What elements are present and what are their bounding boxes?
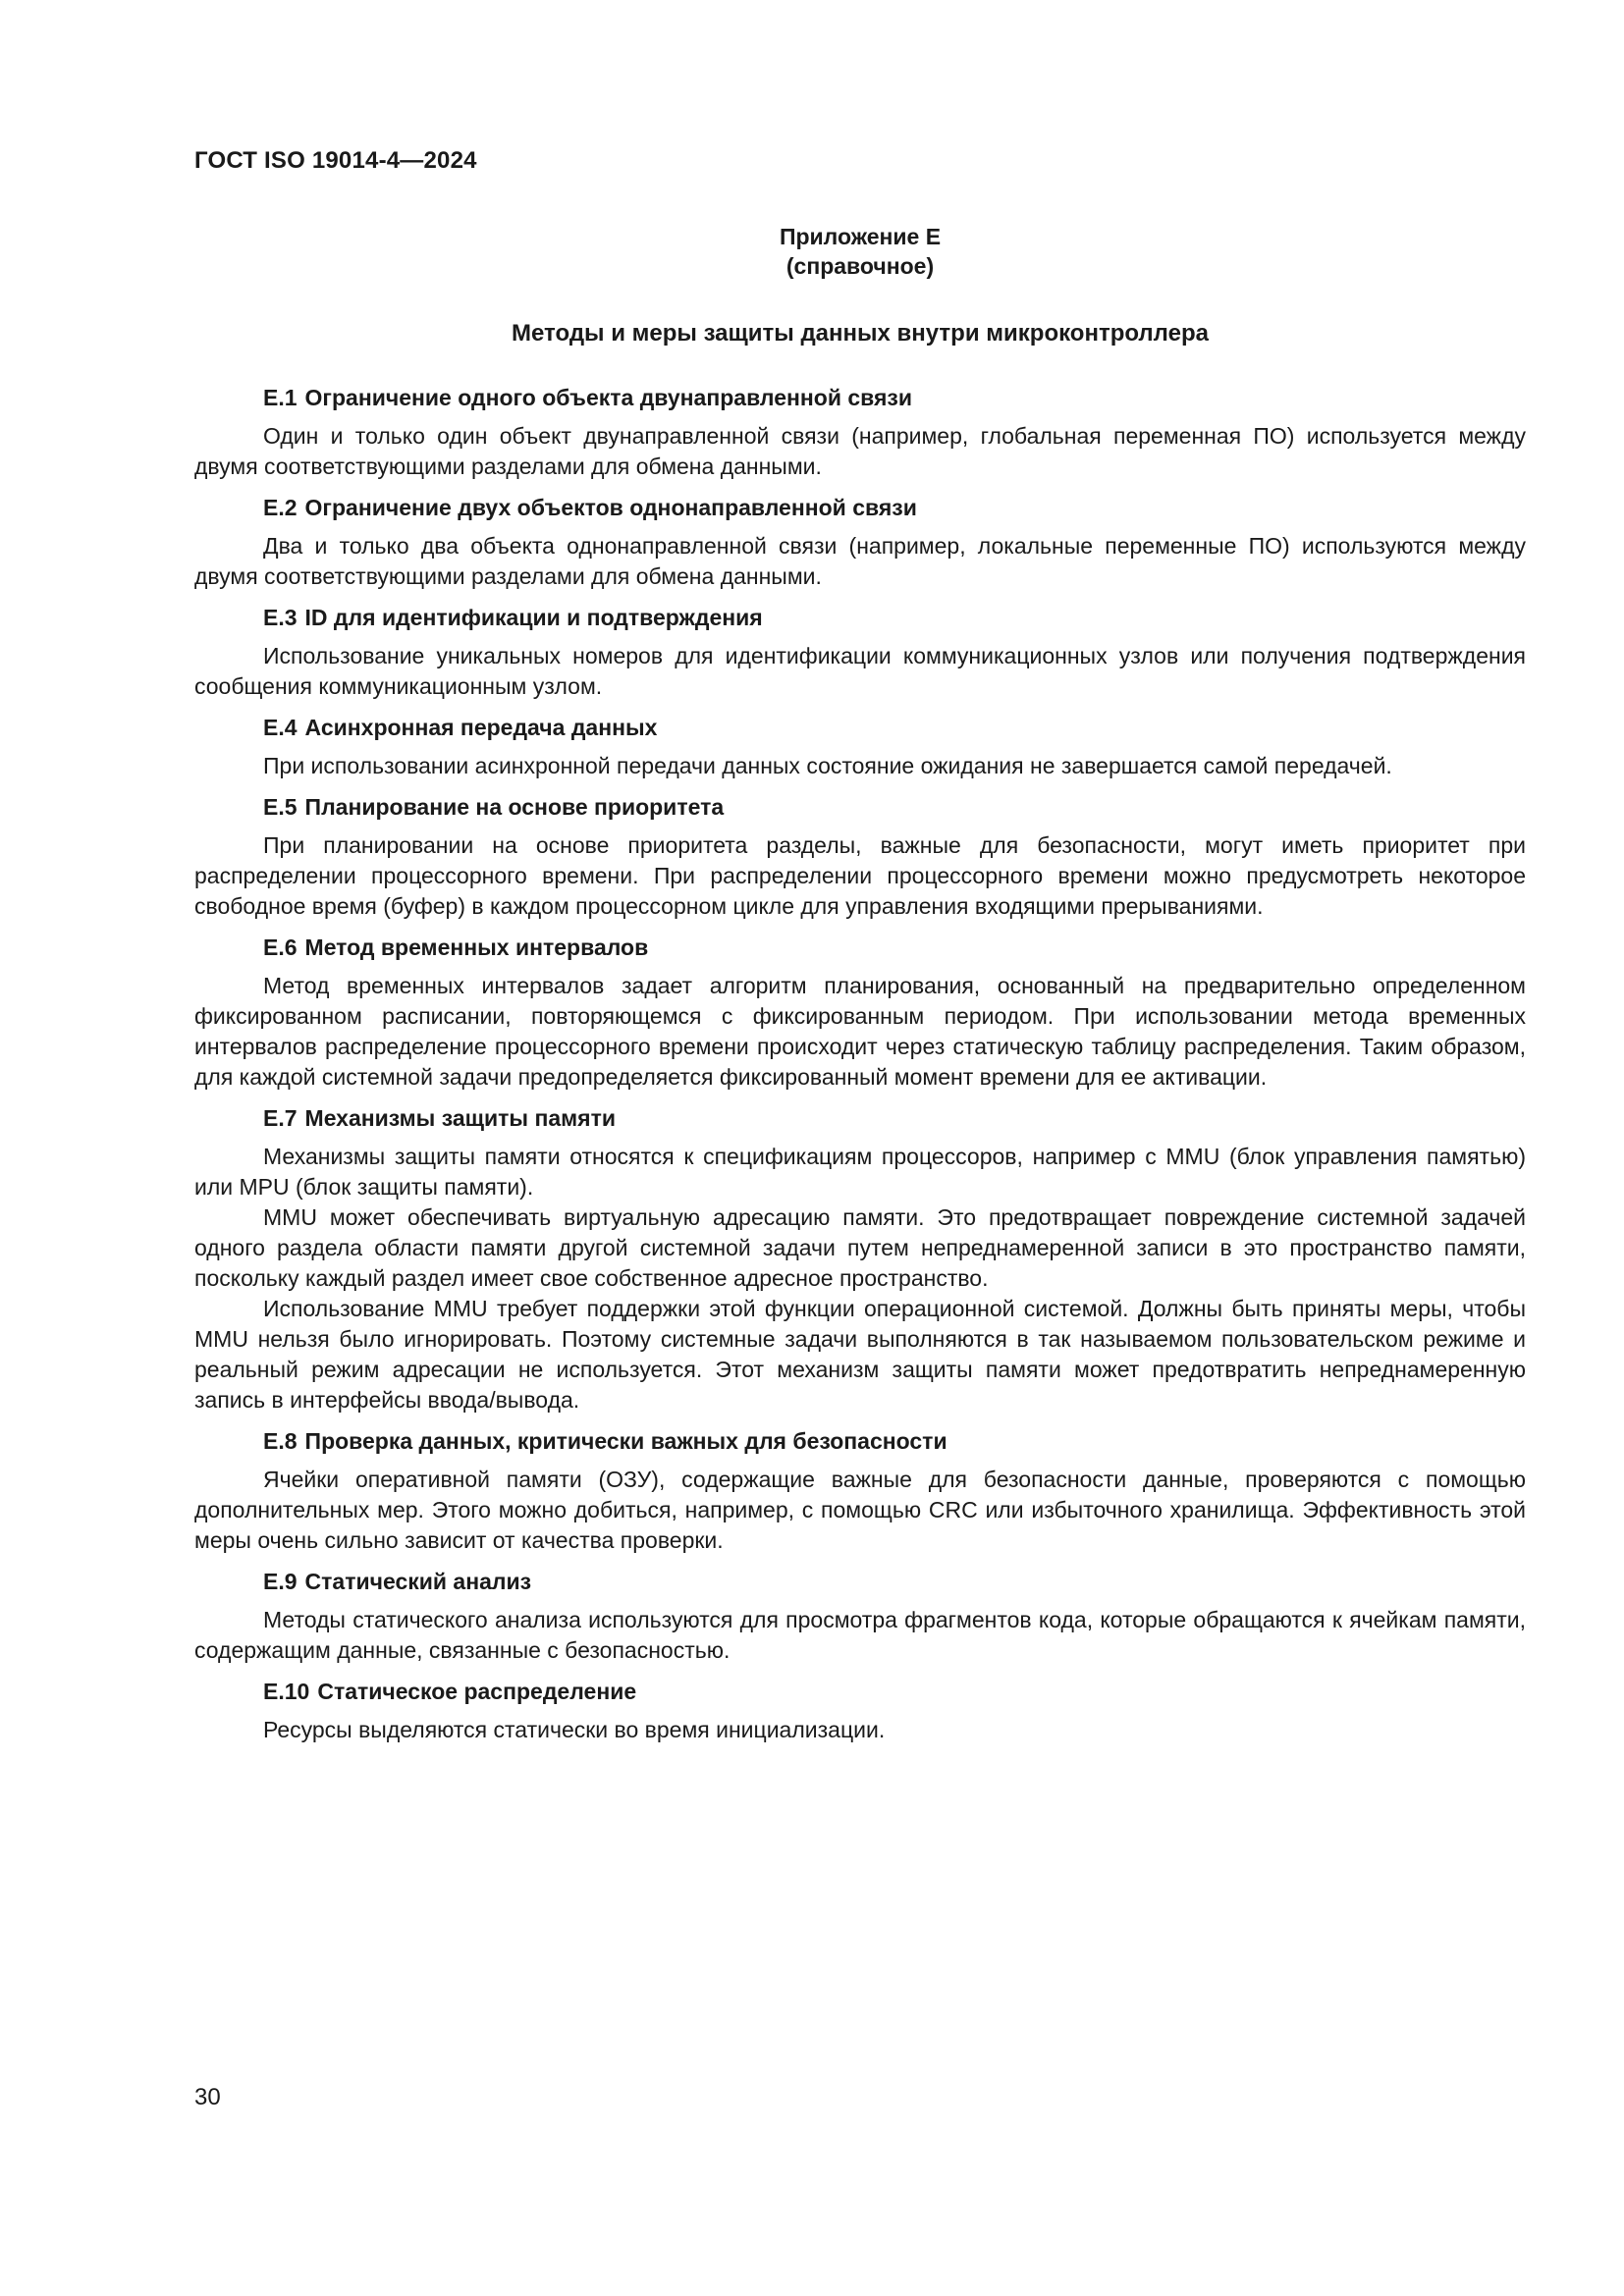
section-heading [194,1567,1526,1597]
section-heading [194,933,1526,963]
paragraph: При использовании асинхронной передачи данных состояние ожидания не завершается самой передачей. [263,753,1392,778]
section-heading [194,603,1526,633]
appendix-label-block [194,222,1526,281]
section-e3 [194,603,1526,702]
section-e9 [194,1567,1526,1666]
section-e1 [194,383,1526,482]
section-number: Е.4 [263,715,298,740]
appendix-title: Методы и меры защиты данных внутри микроконтроллера [512,320,1209,347]
section-title: Статический анализ [304,1569,532,1594]
section-title: Метод временных интервалов [304,934,649,960]
section-e2 [194,493,1526,592]
section-heading [194,1426,1526,1457]
paragraph: Механизмы защиты памяти относятся к спецификациям процессоров, например с MMU (блок управления памятью) или MPU (блок защиты памяти). [194,1144,1526,1200]
section-number: Е.9 [263,1569,298,1594]
section-number: Е.1 [263,385,298,410]
appendix-label: Приложение Е [779,224,942,249]
section-number: Е.2 [263,495,298,520]
section-e8 [194,1426,1526,1556]
section-title: Механизмы защиты памяти [304,1105,616,1131]
section-title: ID для идентификации и подтверждения [304,605,763,630]
section-title: Проверка данных, критически важных для безопасности [304,1428,947,1454]
section-number: Е.10 [263,1679,310,1704]
paragraph: Ресурсы выделяются статически во время инициализации. [263,1717,886,1742]
paragraph: Метод временных интервалов задает алгоритм планирования, основанный на предварительно определенном фиксированном расписании, повторяющемся с фиксированным периодом. При использовании метода временных интервалов распределение процессорного времени происходит через статическую таблицу распределения. Таким образом, для каждой системной задачи предопределяется фиксированный момент времени для ее активации. [194,973,1526,1090]
section-e10 [194,1677,1526,1745]
paragraph: Методы статического анализа используются для просмотра фрагментов кода, которые обращаются к ячейкам памяти, содержащим данные, связанные с безопасностью. [194,1607,1526,1663]
section-e4 [194,713,1526,781]
paragraph: Ячейки оперативной памяти (ОЗУ), содержащие важные для безопасности данные, проверяются с помощью дополнительных мер. Этого можно добиться, например, с помощью CRC или избыточного хранилища. Эффективность этой меры очень сильно зависит от качества проверки. [194,1467,1526,1553]
paragraph: Использование уникальных номеров для идентификации коммуникационных узлов или получения подтверждения сообщения коммуникационным узлом. [194,643,1526,699]
section-e5 [194,792,1526,922]
section-e7 [194,1103,1526,1415]
section-heading [194,792,1526,823]
section-heading [194,1677,1526,1707]
paragraph: Два и только два объекта однонаправленной связи (например, локальные переменные ПО) используются между двумя соответствующими разделами для обмена данными. [194,533,1526,589]
section-title: Ограничение одного объекта двунаправленной связи [304,385,912,410]
paragraph: При планировании на основе приоритета разделы, важные для безопасности, могут иметь приоритет при распределении процессорного времени. При распределении процессорного времени можно предусмотреть некоторое свободное время (буфер) в каждом процессорном цикле для управления входящими прерываниями. [194,832,1526,919]
section-heading [194,493,1526,523]
document-code: ГОСТ ISO 19014-4—2024 [194,147,477,174]
section-title: Планирование на основе приоритета [304,794,725,820]
section-number: Е.8 [263,1428,298,1454]
paragraph: MMU может обеспечивать виртуальную адресацию памяти. Это предотвращает повреждение системной задачей одного раздела области памяти другой системной задачи путем непреднамеренной записи в это пространство памяти, поскольку каждый раздел имеет свое собственное адресное пространство. [194,1204,1526,1291]
section-heading [194,1103,1526,1134]
section-title: Статическое распределение [317,1679,637,1704]
appendix-type: (справочное) [785,253,935,279]
section-number: Е.5 [263,794,298,820]
section-heading [194,713,1526,743]
section-number: Е.6 [263,934,298,960]
paragraph: Один и только один объект двунаправленной связи (например, глобальная переменная ПО) используется между двумя соответствующими разделами для обмена данными. [194,423,1526,479]
page-number: 30 [194,2084,221,2110]
section-heading [194,383,1526,413]
section-title: Ограничение двух объектов однонаправленной связи [304,495,917,520]
section-title: Асинхронная передача данных [304,715,658,740]
section-e6 [194,933,1526,1093]
paragraph: Использование MMU требует поддержки этой функции операционной системой. Должны быть приняты меры, чтобы MMU нельзя было игнорировать. Поэтому системные задачи выполняются в так называемом пользовательском режиме и реальный режим адресации не используется. Этот механизм защиты памяти может предотвратить непреднамеренную запись в интерфейсы ввода/вывода. [194,1296,1526,1413]
appendix-content [194,383,1526,1745]
section-number: Е.3 [263,605,298,630]
section-number: Е.7 [263,1105,298,1131]
